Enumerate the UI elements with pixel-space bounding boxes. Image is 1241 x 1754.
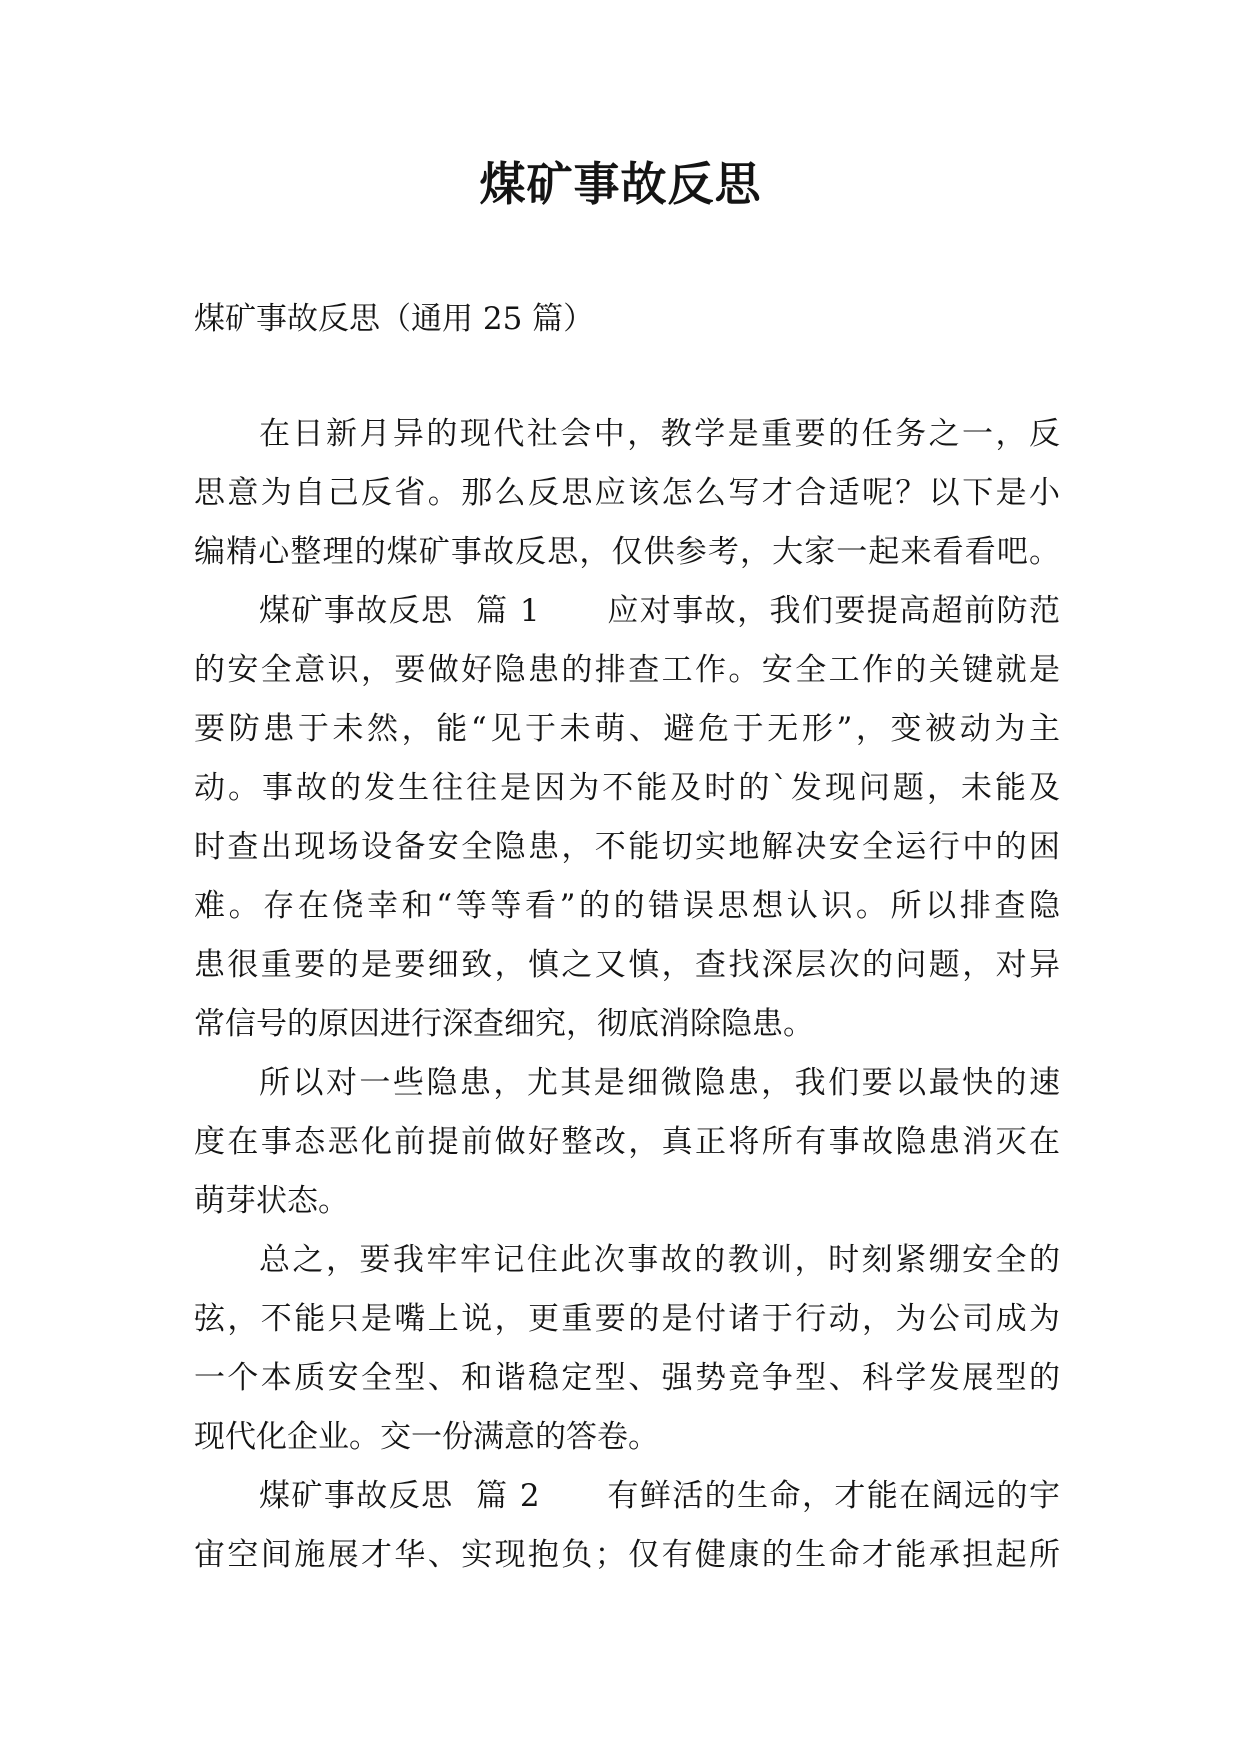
body-line: 要防患于未然，能“见于未萌、避危于无形”，变被动为主 xyxy=(194,711,1060,747)
body-line: 现代化企业。交一份满意的答卷。 xyxy=(194,1419,659,1455)
body-line: 时查出现场设备安全隐患，不能切实地解决安全运行中的困 xyxy=(194,829,1060,865)
paragraph-intro xyxy=(194,405,1060,582)
body-line: 患很重要的是要细致，慎之又慎，查找深层次的问题，对异 xyxy=(194,947,1060,983)
body-line: 总之，要我牢牢记住此次事故的教训，时刻紧绷安全的 xyxy=(259,1242,1060,1278)
body-line: 一个本质安全型、和谐稳定型、强势竞争型、科学发展型的 xyxy=(194,1360,1060,1396)
body-line: 度在事态恶化前提前做好整改，真正将所有事故隐患消灭在 xyxy=(194,1124,1060,1160)
body-line: 在日新月异的现代社会中，教学是重要的任务之一，反 xyxy=(259,416,1060,452)
body-line: 弦，不能只是嘴上说，更重要的是付诸于行动，为公司成为 xyxy=(194,1301,1060,1337)
body-line: 煤矿事故反思 篇 2 有鲜活的生命，才能在阔远的宇 xyxy=(259,1478,1060,1514)
document-title: 煤矿事故反思 xyxy=(479,157,762,211)
paragraph-conclusion xyxy=(194,1231,1060,1467)
body-line: 动。事故的发生往往是因为不能及时的`发现问题，未能及 xyxy=(194,770,1060,806)
document-subtitle: 煤矿事故反思（通用 25 篇） xyxy=(194,301,595,337)
document-body xyxy=(194,405,1060,1585)
body-line: 常信号的原因进行深查细究，彻底消除隐患。 xyxy=(194,1006,814,1042)
body-line: 煤矿事故反思 篇 1 应对事故，我们要提高超前防范 xyxy=(259,593,1060,629)
body-line: 的安全意识，要做好隐患的排查工作。安全工作的关键就是 xyxy=(194,652,1060,688)
body-line: 所以对一些隐患，尤其是细微隐患，我们要以最快的速 xyxy=(259,1065,1060,1101)
body-line: 编精心整理的煤矿事故反思，仅供参考，大家一起来看看吧。 xyxy=(194,534,1060,570)
paragraph-article-1 xyxy=(194,582,1060,1054)
body-line: 思意为自己反省。那么反思应该怎么写才合适呢？以下是小 xyxy=(194,475,1060,511)
body-line: 萌芽状态。 xyxy=(194,1183,349,1219)
body-line: 难。存在侥幸和“等等看”的的错误思想认识。所以排查隐 xyxy=(194,888,1060,924)
paragraph-article-2 xyxy=(194,1467,1060,1585)
paragraph-hazards xyxy=(194,1054,1060,1231)
body-line: 宙空间施展才华、实现抱负；仅有健康的生命才能承担起所 xyxy=(194,1537,1060,1573)
